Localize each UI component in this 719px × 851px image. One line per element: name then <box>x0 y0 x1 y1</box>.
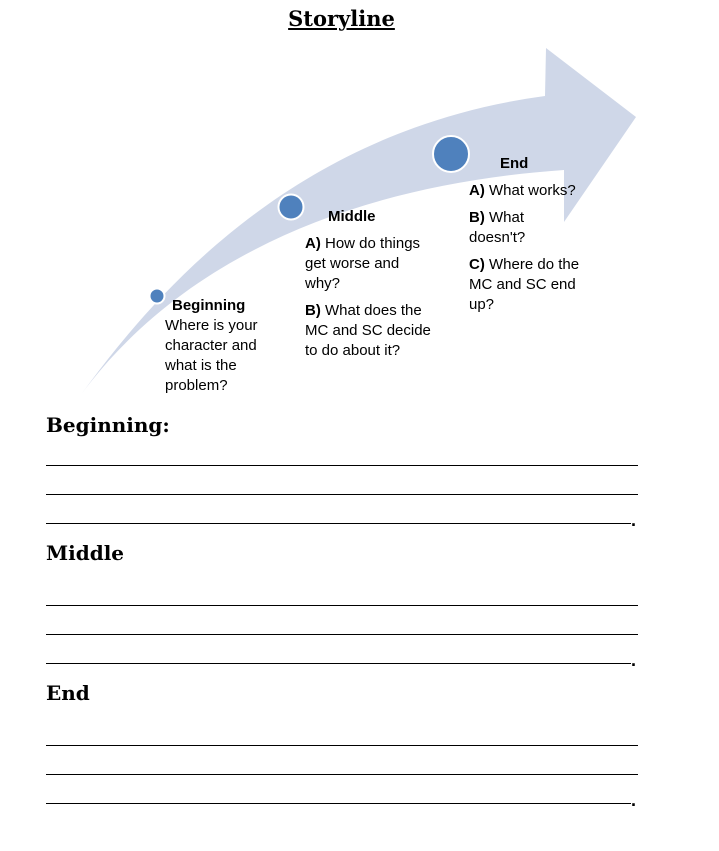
middle-item-b: B) What does the MC and SC decide to do about it? <box>305 302 431 359</box>
page-title: Storyline <box>288 6 395 31</box>
writing-line[interactable] <box>46 523 631 524</box>
line-end-period: . <box>631 790 637 810</box>
line-end-period: . <box>631 510 637 530</box>
end-item-c: C) Where do the MC and SC end up? <box>469 256 580 313</box>
beginning-section-title: Beginning: <box>46 413 170 437</box>
end-label: End <box>500 155 529 172</box>
middle-section-title: Middle <box>46 541 125 565</box>
writing-line[interactable] <box>46 774 638 775</box>
beginning-dot <box>150 289 165 304</box>
writing-line[interactable] <box>46 605 638 606</box>
middle-dot <box>279 195 304 220</box>
middle-node <box>305 207 433 361</box>
beginning-question: Where is your character and what is the problem? <box>165 317 258 394</box>
end-item-b: B) What doesn't? <box>469 209 526 246</box>
end-node <box>469 154 581 315</box>
middle-item-a: A) How do things get worse and why? <box>305 235 421 292</box>
end-item-a: A) What works? <box>469 182 576 199</box>
beginning-node <box>165 296 277 396</box>
writing-line[interactable] <box>46 803 631 804</box>
line-end-period: . <box>631 650 637 670</box>
end-dot <box>433 136 469 172</box>
writing-line[interactable] <box>46 465 638 466</box>
writing-line[interactable] <box>46 663 631 664</box>
writing-line[interactable] <box>46 745 638 746</box>
writing-line[interactable] <box>46 494 638 495</box>
writing-line[interactable] <box>46 634 638 635</box>
middle-label: Middle <box>328 208 376 225</box>
beginning-label: Beginning <box>172 297 246 314</box>
end-section-title: End <box>46 681 90 705</box>
